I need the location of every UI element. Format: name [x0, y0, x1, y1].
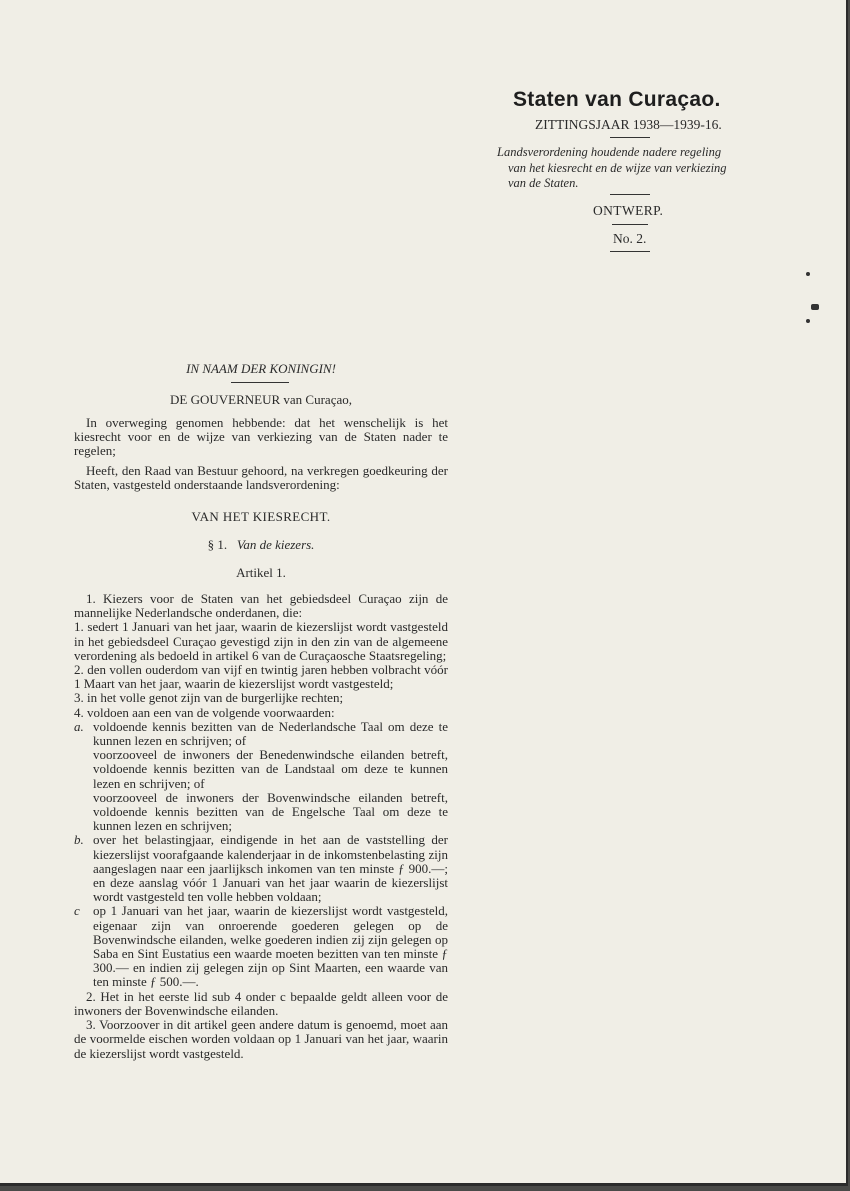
session-year: ZITTINGSJAAR 1938—1939-16.	[535, 117, 722, 132]
document-number: No. 2.	[613, 231, 647, 246]
condition-item-1: 1. sedert 1 Januari van het jaar, waarin de kiezerslijst wordt vastgesteld in het gebiedsdeel Curaçao gevestigd zijn in den zin van de algemeene verordening als bedoeld in artikel 6 van de Curaçaosche Staatsregeling;	[74, 619, 448, 663]
subitem-b	[74, 833, 448, 904]
paragraph-2: 2. Het in het eerste lid sub 4 onder c bepaalde geldt alleen voor de inwoners der Bovenwindsche eilanden.	[74, 988, 448, 1018]
article-body	[74, 592, 448, 1061]
subject-line: van de Staten.	[508, 176, 579, 190]
punch-mark	[806, 272, 810, 276]
document-title: Staten van Curaçao.	[513, 88, 721, 111]
paragraph-3: 3. Voorzoover in dit artikel geen andere datum is genoemd, moet aan de voormelde eischen worden voldaan op 1 Januari van het jaar, waarin de kiezerslijst wordt vastgesteld.	[74, 1017, 448, 1061]
divider	[231, 382, 289, 383]
condition-item-4: 4. voldoen aan een van de volgende voorwaarden:	[74, 704, 335, 720]
subject-line: van het kiesrecht en de wijze van verkiezing	[508, 160, 727, 175]
subject-description	[497, 145, 767, 192]
section-heading	[74, 538, 448, 552]
subitem-label: c	[74, 903, 80, 919]
divider	[610, 194, 650, 195]
subitem-a-alternative: voorzooveel de inwoners der Benedenwindsche eilanden betreft, voldoende kennis bezitten van de Landstaal om deze te kunnen lezen en schrijven; of	[93, 747, 448, 791]
punch-mark	[806, 319, 810, 323]
chapter-title: VAN HET KIESRECHT.	[191, 509, 331, 524]
in-name-heading: IN NAAM DER KONINGIN!	[186, 361, 336, 376]
subitem-text: over het belastingjaar, eindigende in het aan de vaststelling der kiezerslijst voorafgaande kalenderjaar in de inkomstenbelasting zijn aangeslagen naar een jaarlijksch inkomen van ten minste ƒ 900.—; en deze aanslag vóór 1 Januari van het jaar waarin de kiezerslijst wordt vastgesteld ten volle hebben voldaan;	[93, 832, 448, 905]
enactment-paragraph: Heeft, den Raad van Bestuur gehoord, na verkregen goedkeuring der Staten, vastgesteld onderstaande landsverordening:	[74, 463, 448, 493]
condition-item-2: 2. den vollen ouderdom van vijf en twintig jaren hebben volbracht vóór 1 Maart van het jaar, waarin de kiezerslijst wordt vastgesteld;	[74, 662, 448, 692]
considering-paragraph: In overweging genomen hebbende: dat het wenschelijk is het kiesrecht voor en de wijze van verkiezing van de Staten nader te regelen;	[74, 415, 448, 459]
condition-item-3: 3. in het volle genot zijn van de burgerlijke rechten;	[74, 690, 344, 706]
paragraph-1-intro: 1. Kiezers voor de Staten van het gebiedsdeel Curaçao zijn de mannelijke Nederlandsche onderdanen, die:	[74, 591, 448, 621]
section-title: Van de kiezers.	[236, 537, 315, 552]
subitem-a-alternative: voorzooveel de inwoners der Bovenwindsche eilanden betreft, voldoende kennis bezitten van de Engelsche Taal om deze te kunnen lezen en schrijven;	[93, 789, 448, 834]
governor-line: DE GOUVERNEUR van Curaçao,	[170, 392, 352, 407]
subitem-c	[74, 904, 448, 989]
section-number: § 1.	[207, 537, 228, 552]
divider	[610, 137, 650, 138]
punch-mark	[811, 304, 819, 310]
subitem-text: voldoende kennis bezitten van de Nederlandsche Taal om deze te kunnen lezen en schrijven; of	[93, 718, 448, 749]
subitem-a	[74, 720, 448, 748]
subitem-label: a.	[74, 718, 84, 734]
article-title: Artikel 1.	[236, 565, 286, 580]
subitem-text: op 1 Januari van het jaar, waarin de kiezerslijst wordt vastgesteld, eigenaar zijn van onroerende goederen gelegen op de Bovenwindsche eilanden, welke goederen indien zij zijn gelegen op Saba en Sint Eustatius een waarde moeten bezitten van ten minste ƒ 300.— en indien zij gelegen zijn op Sint Maarten, een waarde van ten minste ƒ 500.—.	[93, 903, 448, 990]
divider	[610, 251, 650, 252]
draft-label: ONTWERP.	[593, 203, 664, 218]
subitem-label: b.	[74, 832, 84, 848]
subject-line: Landsverordening houdende nadere regeling	[497, 145, 722, 159]
divider	[612, 224, 648, 225]
